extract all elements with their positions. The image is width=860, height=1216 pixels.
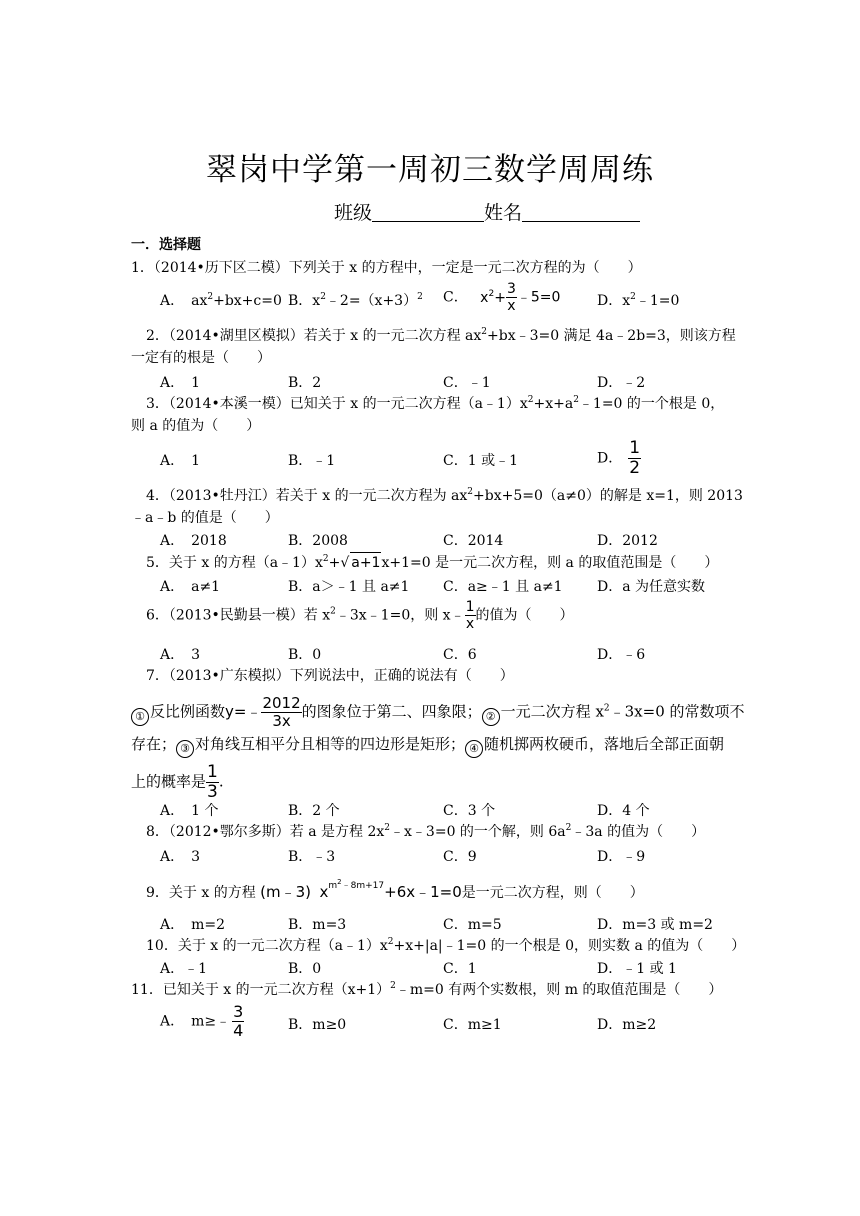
q2-option-b: B．2: [288, 375, 322, 391]
q7-option-a: A． 1 个: [160, 803, 219, 819]
q1-option-d: D．$x^2﹣1=0$: [597, 292, 680, 309]
class-label: 班级: [334, 202, 373, 224]
class-blank: [372, 203, 484, 222]
q7-option-d: D．4 个: [597, 803, 650, 819]
q11-option-b: B．m≥0: [288, 1017, 347, 1033]
q3-option-b: B．﹣1: [288, 453, 336, 469]
q1-option-c: C． $x^2+$ $\frac{3}{x}$ ﹣5=0: [443, 281, 561, 314]
name-label: 姓名: [484, 202, 523, 224]
q5-option-a: A． a≠1: [160, 579, 221, 595]
q3-option-c: C．1 或﹣1: [443, 453, 518, 469]
q2-option-d: D．﹣2: [597, 375, 646, 391]
q5-option-b: B．a＞﹣1 且 a≠1: [288, 579, 410, 595]
q9-option-b: B．m=3: [288, 917, 347, 933]
class-name-line: [334, 198, 640, 225]
q8-option-a: A． 3: [160, 849, 201, 865]
q6-option-b: B．0: [288, 647, 322, 663]
q4-option-a: A． 2018: [160, 533, 227, 549]
q2-stem-line2: 一定有的根是（ ）: [131, 350, 271, 366]
q3-option-d: D． $\frac{1}{2}$: [597, 438, 641, 478]
q4-option-c: C．2014: [443, 533, 504, 549]
q3-option-a: A． 1: [160, 453, 201, 469]
q2-option-a: A． 1: [160, 375, 201, 391]
q11-stem: 11．已知关于 x 的一元二次方程$(x+1)^2﹣m=0$ 有两个实数根，则 m 的取值范围是（ ）: [131, 981, 723, 998]
q7-statement-line3: 上的概率是 $\frac{1}{3}$ .: [131, 762, 224, 802]
q11-option-c: C．m≥1: [443, 1017, 502, 1033]
q1-stem: 1．（2014•历下区二模）下列关于 x 的方程中，一定是一元二次方程的为（ ）: [131, 260, 642, 276]
q7-stem: 7．（2013•广东模拟）下列说法中，正确的说法有（ ）: [146, 668, 514, 684]
q10-option-b: B．0: [288, 961, 322, 977]
q2-stem-line1: 2．（2014•湖里区模拟）若关于 x 的一元二次方程 $ax^2+bx﹣3=0$ 满足 4a﹣2b=3，则该方程: [146, 327, 736, 344]
q10-stem: 10．关于 x 的一元二次方程$(a﹣1)x^2+x+|a|﹣1=0$ 的一个根是 0，则实数 a 的值为（ ）: [146, 937, 746, 954]
q10-option-a: A．﹣1: [160, 961, 208, 977]
q10-option-c: C．1: [443, 961, 477, 977]
q3-stem-line2: 则 a 的值为（ ）: [131, 418, 261, 434]
q11-option-a: A． m≥﹣ $\frac{3}{4}$: [160, 1002, 244, 1040]
q7-option-c: C．3 个: [443, 803, 496, 819]
q7-statement-line1: ① 反比例函数y=﹣ $\frac{2012}{3x}$ 的图象位于第二、四象限； ② 一元二次方程 $x^2﹣3x=0$ 的常数项不: [131, 696, 745, 729]
q3-stem-line1: 3．（2014•本溪一模）已知关于 x 的一元二次方程$(a﹣1)x^2+x+a^2﹣1=0$ 的一个根是 0，: [146, 395, 725, 412]
section-heading: 一．选择题: [131, 237, 201, 253]
page-title: 翠岗中学第一周初三数学周周练: [206, 152, 654, 188]
q1-option-a: A． $ax^2+bx+c=0$: [160, 292, 282, 309]
q5-option-c: C．a≥﹣1 且 a≠1: [443, 579, 563, 595]
q8-option-c: C．9: [443, 849, 477, 865]
q5-option-d: D．a 为任意实数: [597, 579, 706, 595]
q8-stem: 8．（2012•鄂尔多斯）若 a 是方程 $2x^2﹣x﹣3=0$ 的一个解，则 $6a^2﹣3a$ 的值为（ ）: [146, 823, 706, 840]
q9-option-d: D．m=3 或 m=2: [597, 917, 713, 933]
q6-option-a: A． 3: [160, 647, 201, 663]
q7-option-b: B．2 个: [288, 803, 340, 819]
q8-option-d: D．﹣9: [597, 849, 646, 865]
q6-stem: 6．（2013•民勤县一模）若 $x^2﹣3x﹣1=0$，则 x﹣ $\frac{1}{x}$ 的值为（ ）: [146, 599, 574, 632]
q7-statement-line2: 存在； ③ 对角线互相平分且相等的四边形是矩形； ④ 随机掷两枚硬币，落地后全部正面朝: [131, 734, 724, 758]
q4-option-d: D．2012: [597, 533, 658, 549]
q5-stem: 5．关于 x 的方程$(a﹣1)x^2+√$ a+1x+1=0 是一元二次方程，则 a 的取值范围是（ ）: [146, 554, 719, 571]
q4-stem-line1: 4．（2013•牡丹江）若关于 x 的一元二次方程为 $ax^2+bx+5=0(a\ne 0)$的解是 x=1，则 2013: [146, 487, 743, 504]
q9-option-c: C．m=5: [443, 917, 502, 933]
q9-stem: 9．关于 x 的方程 (m﹣3) $x^{m^2﹣8m+17}+6x﹣1=0$是一元二次方程，则（ ）: [146, 878, 644, 901]
q10-option-d: D．﹣1 或 1: [597, 961, 677, 977]
name-blank: [522, 203, 640, 222]
q9-option-a: A． m=2: [160, 917, 226, 933]
q4-stem-line2: ﹣a﹣b 的值是（ ）: [131, 510, 279, 526]
q8-option-b: B．﹣3: [288, 849, 336, 865]
q4-option-b: B．2008: [288, 533, 348, 549]
q2-option-c: C．﹣1: [443, 375, 491, 391]
q1-option-b: B．$x^2﹣2=(x+3)^2$: [288, 292, 423, 309]
q6-option-c: C．6: [443, 647, 477, 663]
q6-option-d: D．﹣6: [597, 647, 646, 663]
q11-option-d: D．m≥2: [597, 1017, 657, 1033]
